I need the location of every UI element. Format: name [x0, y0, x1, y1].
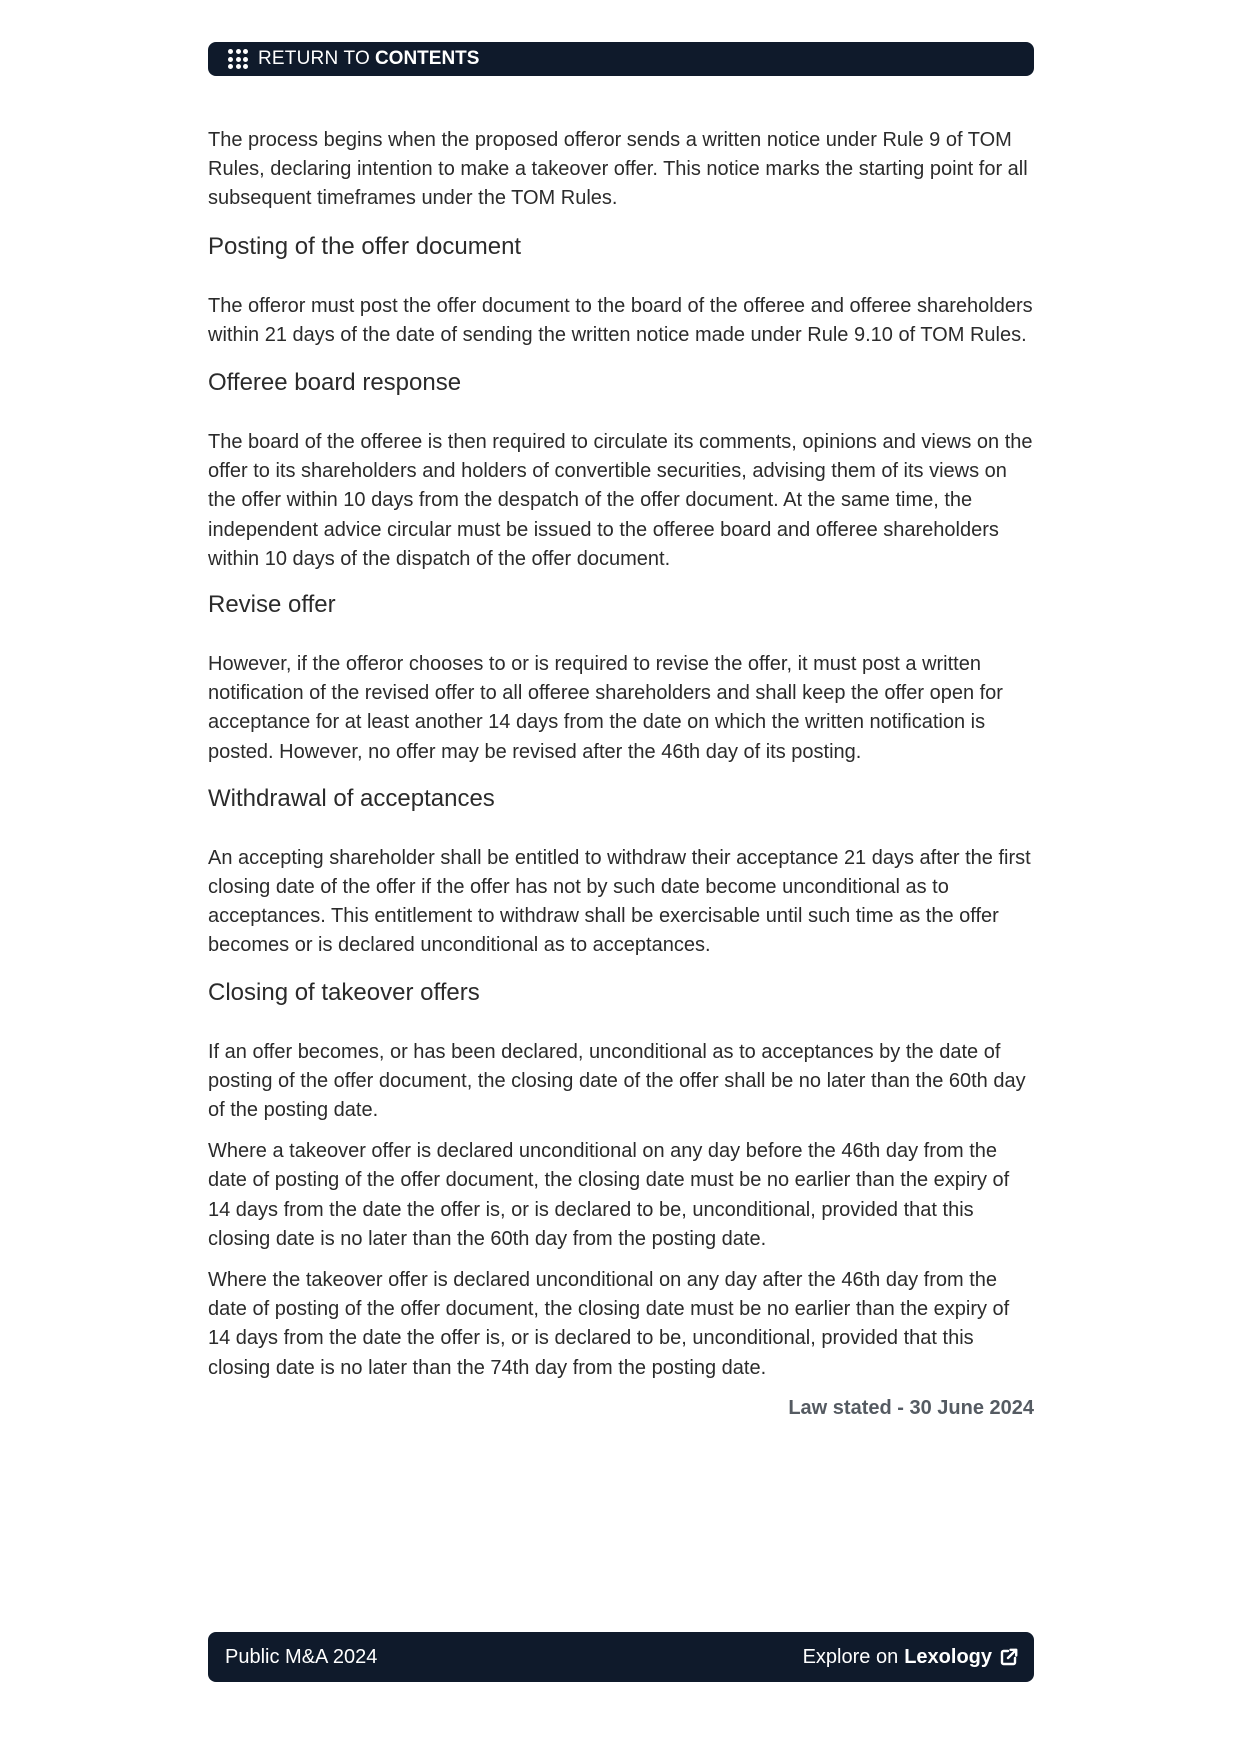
section-heading: Closing of takeover offers	[208, 978, 480, 1006]
law-stated-date: Law stated - 30 June 2024	[788, 1396, 1034, 1419]
grid-icon	[228, 49, 248, 69]
publication-title: Public M&A 2024	[225, 1645, 378, 1668]
section-paragraph: Where the takeover offer is declared unconditional on any day after the 46th day from the date of posting of the offer document, the closing date must be no earlier than the expiry of 14 days from the date the offer is, or is declared to be, unconditional, provided that this closing date is no later than the 74th day from the posting date.	[208, 1269, 1010, 1379]
section-heading: Offeree board response	[208, 369, 462, 397]
return-to-contents-button[interactable]	[208, 42, 1034, 76]
return-prefix: RETURN TO	[258, 48, 370, 69]
section-paragraph: The offeror must post the offer document to the board of the offeree and offeree shareholders within 21 days of the date of sending the written notice made under Rule 9.10 of TOM Rules.	[208, 294, 1033, 346]
footer-bar	[208, 1632, 1034, 1682]
external-link-icon	[1000, 1648, 1018, 1666]
explore-brand: Lexology	[904, 1645, 992, 1668]
section-heading: Revise offer	[208, 591, 336, 619]
section-paragraph: An accepting shareholder shall be entitled to withdraw their acceptance 21 days after the first closing date of the offer if the offer has not by such date become unconditional as to acceptances. This entitlement to withdraw shall be exercisable until such time as the offer becomes or is declared unconditional as to acceptances.	[208, 846, 1031, 957]
return-target: CONTENTS	[374, 48, 480, 69]
section-paragraph: If an offer becomes, or has been declared, unconditional as to acceptances by the date of posting of the offer document, the closing date of the offer shall be no later than the 60th day of the posting date.	[208, 1040, 1026, 1122]
section-paragraph: The board of the offeree is then required to circulate its comments, opinions and views on the offer to its shareholders and holders of convertible securities, advising them of its views on the offer within 10 days from the despatch of the offer document. At the same time, the independent advice circular must be issued to the offeree board and offeree shareholders within 10 days of the dispatch of the offer document.	[208, 431, 1033, 570]
section-heading: Posting of the offer document	[208, 232, 522, 260]
explore-on-lexology-link[interactable]	[803, 1646, 1018, 1669]
section-paragraph: However, if the offeror chooses to or is required to revise the offer, it must post a written notification of the revised offer to all offeree shareholders and shall keep the offer open for acceptance for at least another 14 days from the date on which the written notification is posted. However, no offer may be revised after the 46th day of its posting.	[208, 653, 1003, 763]
section-paragraph: Where a takeover offer is declared unconditional on any day before the 46th day from the date of posting of the offer document, the closing date must be no earlier than the expiry of 14 days from the date the offer is, or is declared to be, unconditional, provided that this closing date is no later than the 60th day from the posting date.	[208, 1140, 1010, 1250]
explore-prefix: Explore on	[802, 1645, 899, 1668]
section-heading: Withdrawal of acceptances	[208, 784, 495, 812]
intro-paragraph: The process begins when the proposed offeror sends a written notice under Rule 9 of TOM Rules, declaring intention to make a takeover offer. This notice marks the starting point for all subsequent timeframes under the TOM Rules.	[208, 129, 1028, 210]
article-body	[208, 126, 1034, 1420]
